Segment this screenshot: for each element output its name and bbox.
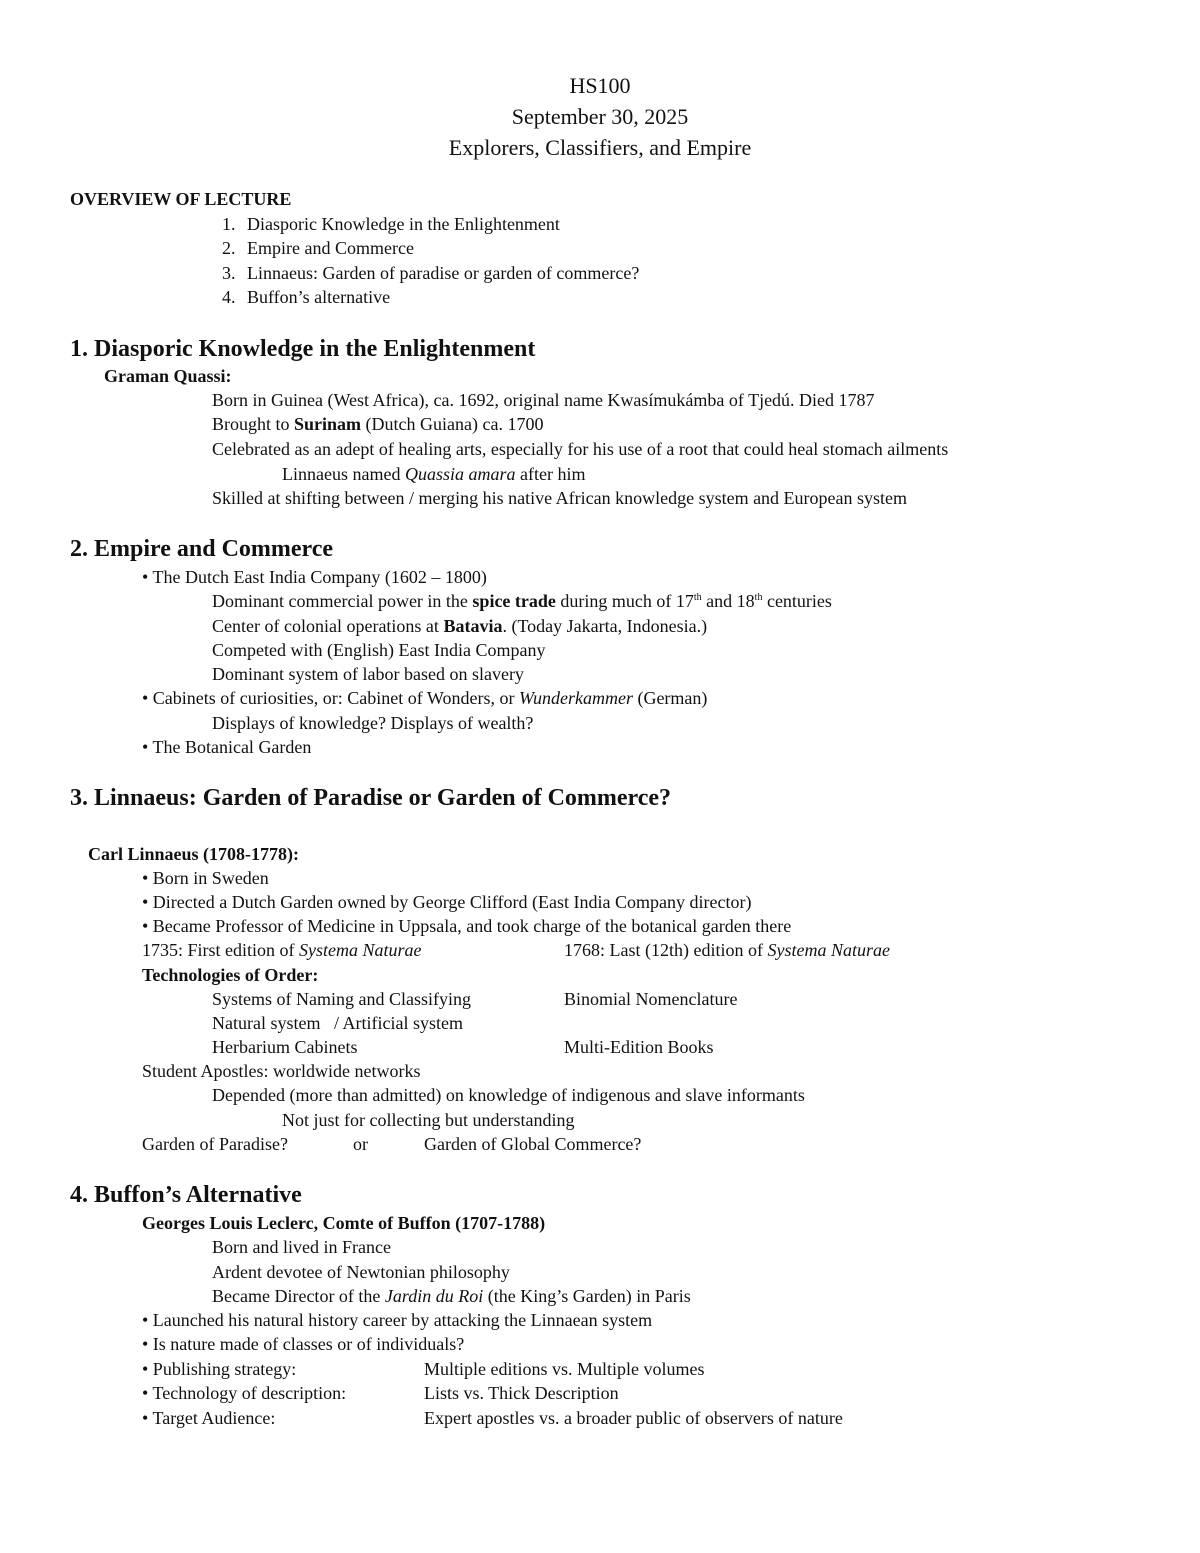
buffon-bullet-detail: Expert apostles vs. a broader public of observers of nature <box>424 1408 843 1428</box>
first-edition: 1735: First edition of Systema Naturae <box>142 940 422 960</box>
quassi-brought: Brought to Surinam (Dutch Guiana) ca. 1700 <box>212 414 544 434</box>
tech-item: Multi-Edition Books <box>564 1037 714 1057</box>
buffon-bullet: • Is nature made of classes or of individuals? <box>142 1334 465 1354</box>
lecture-date: September 30, 2025 <box>511 104 689 129</box>
quassi-naming: Linnaeus named Quassia amara after him <box>282 464 586 484</box>
section-3-subhead: Carl Linnaeus (1708-1778): <box>88 844 299 864</box>
cabinets-displays: Displays of knowledge? Displays of wealth? <box>212 713 534 733</box>
buffon-bullet-detail: Lists vs. Thick Description <box>424 1383 619 1403</box>
tech-item: Natural system / Artificial system <box>212 1013 463 1033</box>
overview-num: 1. <box>222 214 236 234</box>
voc-competed: Competed with (English) East India Company <box>212 640 546 660</box>
linnaeus-bullet: • Became Professor of Medicine in Uppsala, and took charge of the botanical garden there <box>142 916 792 936</box>
buffon-bullet: • Technology of description: <box>142 1383 347 1403</box>
section-4-heading: 4. Buffon’s Alternative <box>70 1182 302 1208</box>
section-3-heading: 3. Linnaeus: Garden of Paradise or Garden of Commerce? <box>70 785 672 811</box>
garden-paradise: Garden of Paradise? <box>142 1134 288 1154</box>
lecture-title: Explorers, Classifiers, and Empire <box>448 135 752 160</box>
overview-item: Empire and Commerce <box>247 238 414 258</box>
garden-commerce: Garden of Global Commerce? <box>424 1134 642 1154</box>
buffon-newtonian: Ardent devotee of Newtonian philosophy <box>212 1262 510 1282</box>
buffon-bullet: • Target Audience: <box>142 1408 276 1428</box>
linnaeus-bullet: • Directed a Dutch Garden owned by George Clifford (East India Company director) <box>142 892 752 912</box>
last-edition: 1768: Last (12th) edition of Systema Naturae <box>564 940 890 960</box>
quassi-healing: Celebrated as an adept of healing arts, especially for his use of a root that could heal stomach ailments <box>212 439 949 459</box>
voc-slavery: Dominant system of labor based on slavery <box>212 664 524 684</box>
buffon-bullet-detail: Multiple editions vs. Multiple volumes <box>424 1359 705 1379</box>
overview-num: 2. <box>222 238 236 258</box>
buffon-born: Born and lived in France <box>212 1237 391 1257</box>
section-2-heading: 2. Empire and Commerce <box>70 536 334 562</box>
student-apostles: Student Apostles: worldwide networks <box>142 1061 421 1081</box>
voc-batavia: Center of colonial operations at Batavia. (Today Jakarta, Indonesia.) <box>212 616 708 636</box>
overview-item: Buffon’s alternative <box>247 287 391 307</box>
depended-line: Depended (more than admitted) on knowledge of indigenous and slave informants <box>212 1085 805 1105</box>
cabinets-bullet: • Cabinets of curiosities, or: Cabinet of Wonders, or Wunderkammer (German) <box>142 688 708 708</box>
overview-item: Diasporic Knowledge in the Enlightenment <box>247 214 560 234</box>
quassi-birth: Born in Guinea (West Africa), ca. 1692, original name Kwasímukámba of Tjedú. Died 1787 <box>212 390 875 410</box>
tech-item: Systems of Naming and Classifying <box>212 989 471 1009</box>
tech-item: Herbarium Cabinets <box>212 1037 358 1057</box>
section-1-subhead: Graman Quassi: <box>104 366 232 386</box>
course-code: HS100 <box>569 73 631 98</box>
overview-num: 3. <box>222 263 236 283</box>
overview-item: Linnaeus: Garden of paradise or garden of commerce? <box>247 263 640 283</box>
technologies-heading: Technologies of Order: <box>142 965 319 985</box>
buffon-director: Became Director of the Jardin du Roi (the King’s Garden) in Paris <box>212 1286 691 1306</box>
not-just-line: Not just for collecting but understanding <box>282 1110 575 1130</box>
overview-heading: OVERVIEW OF LECTURE <box>70 189 292 209</box>
overview-num: 4. <box>222 287 236 307</box>
garden-or: or <box>353 1134 368 1154</box>
section-4-subhead: Georges Louis Leclerc, Comte of Buffon (1707-1788) <box>142 1213 546 1233</box>
quassi-skills: Skilled at shifting between / merging his native African knowledge system and European system <box>212 488 908 508</box>
buffon-bullet: • Launched his natural history career by attacking the Linnaean system <box>142 1310 653 1330</box>
voc-dominant: Dominant commercial power in the spice trade during much of 17th and 18th centuries <box>212 591 832 611</box>
voc-bullet: • The Dutch East India Company (1602 – 1800) <box>142 567 487 587</box>
buffon-bullet: • Publishing strategy: <box>142 1359 297 1379</box>
tech-item: Binomial Nomenclature <box>564 989 738 1009</box>
garden-bullet: • The Botanical Garden <box>142 737 312 757</box>
section-1-heading: 1. Diasporic Knowledge in the Enlightenment <box>70 336 536 362</box>
linnaeus-bullet: • Born in Sweden <box>142 868 269 888</box>
